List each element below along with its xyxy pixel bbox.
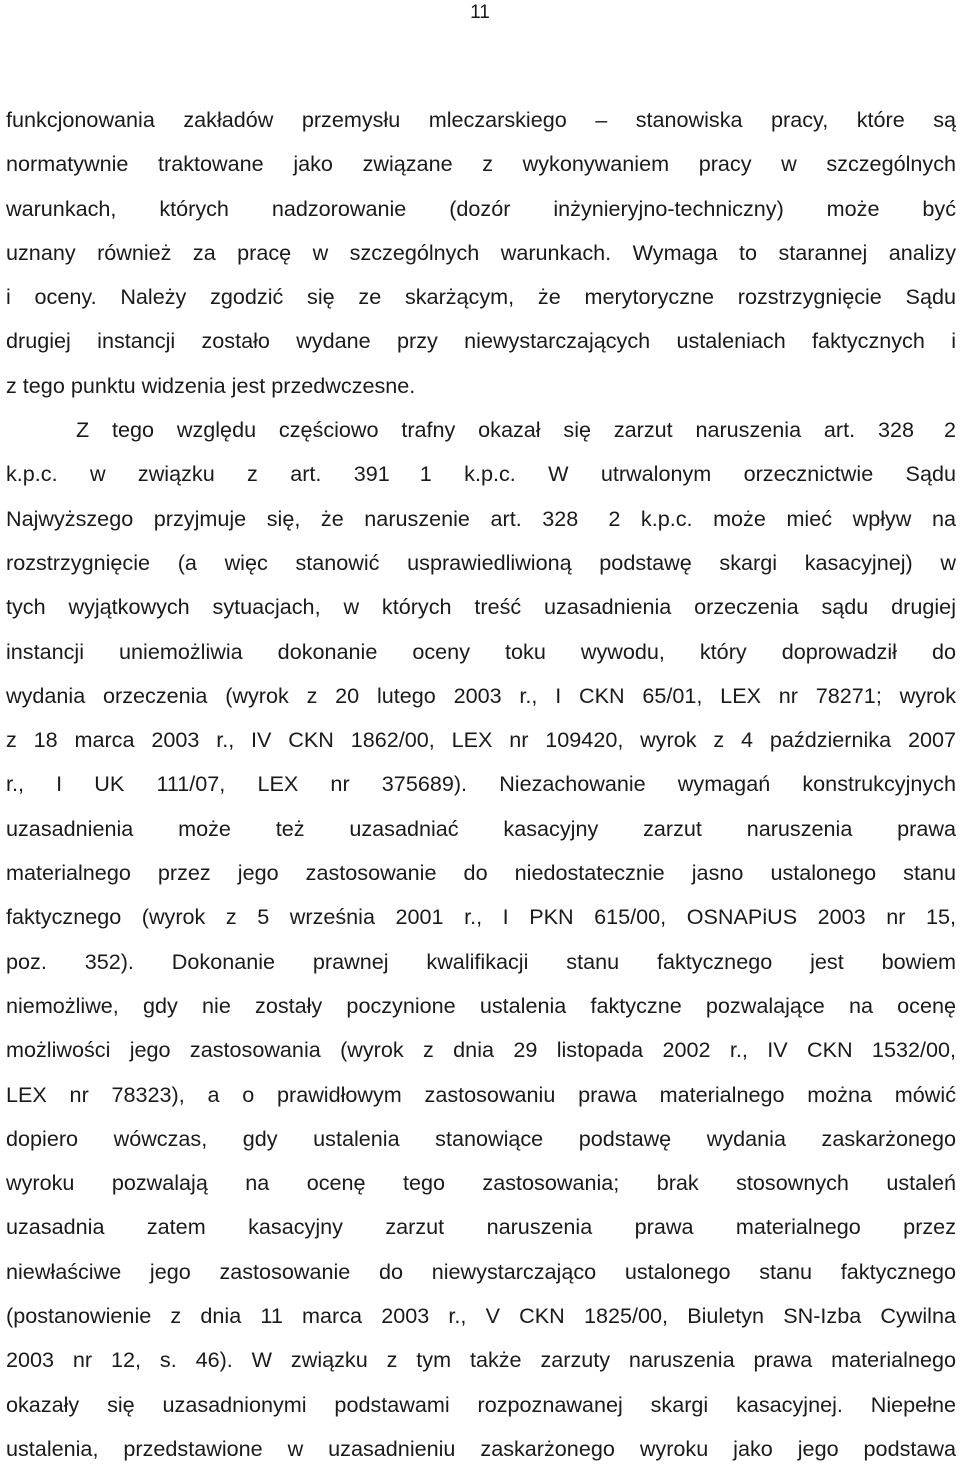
text-line: z 18 marca 2003 r., IV CKN 1862/00, LEX nr 109420, wyrok z 4 października 2007 [6, 727, 956, 753]
text-line: dopiero wówczas, gdy ustalenia stanowiące podstawę wydania zaskarżonego [6, 1125, 956, 1151]
text-line: niemożliwe, gdy nie zostały poczynione ustalenia faktyczne pozwalające na ocenę [6, 992, 956, 1018]
text-line: (postanowienie z dnia 11 marca 2003 r., V CKN 1825/00, Biuletyn SN-Izba Cywilna [6, 1303, 956, 1329]
text-line: uznany również za pracę w szczególnych warunkach. Wymaga to starannej analizy [6, 239, 956, 265]
text-line [6, 408, 956, 452]
text-line: faktycznego (wyrok z 5 września 2001 r., I PKN 615/00, OSNAPiUS 2003 nr 15, [6, 904, 956, 930]
text-line: uzasadnienia może też uzasadniać kasacyjny zarzut naruszenia prawa [6, 815, 956, 841]
text-line: wyroku pozwalają na ocenę tego zastosowania; brak stosownych ustaleń [6, 1170, 956, 1196]
text-line: okazały się uzasadnionymi podstawami rozpoznawanej skargi kasacyjnej. Niepełne [6, 1391, 956, 1417]
text-line: uzasadnia zatem kasacyjny zarzut naruszenia prawa materialnego przez [6, 1214, 956, 1240]
text-line: funkcjonowania zakładów przemysłu mleczarskiego – stanowiska pracy, które są [6, 107, 956, 132]
text-line [6, 497, 956, 541]
text-line: niewłaściwe jego zastosowanie do niewystarczająco ustalonego stanu faktycznego [6, 1258, 956, 1284]
text-line: tych wyjątkowych sytuacjach, w których treść uzasadnienia orzeczenia sądu drugiej [6, 594, 956, 620]
text-line: materialnego przez jego zastosowanie do niedostatecznie jasno ustalonego stanu [6, 860, 956, 886]
text-line: instancji uniemożliwia dokonanie oceny toku wywodu, który doprowadził do [6, 638, 956, 664]
text-fragment: Z tego względu częściowo trafny okazał się zarzut naruszenia art. 328 [76, 417, 914, 443]
text-line: poz. 352). Dokonanie prawnej kwalifikacji stanu faktycznego jest bowiem [6, 948, 956, 974]
text-fragment: 1 k.p.c. W utrwalonym orzecznictwie Sądu [419, 461, 956, 487]
text-line: ustalenia, przedstawione w uzasadnieniu zaskarżonego wyroku jako jego podstawa [6, 1435, 956, 1461]
text-line: możliwości jego zastosowania (wyrok z dnia 29 listopada 2002 r., IV CKN 1532/00, [6, 1037, 956, 1063]
text-line: drugiej instancji zostało wydane przy niewystarczających ustaleniach faktycznych i [6, 328, 956, 354]
text-line: 2003 nr 12, s. 46). W związku z tym także zarzuty naruszenia prawa materialnego [6, 1347, 956, 1373]
text-line: warunkach, których nadzorowanie (dozór inżynieryjno-techniczny) może być [6, 195, 956, 221]
text-fragment: 2 k.p.c. może mieć wpływ na [608, 505, 956, 531]
text-line: LEX nr 78323), a o prawidłowym zastosowaniu prawa materialnego można mówić [6, 1081, 956, 1107]
text-line [6, 452, 956, 496]
text-fragment: k.p.c. w związku z art. 391 [6, 461, 390, 487]
text-line: i oceny. Należy zgodzić się ze skarżącym, że merytoryczne rozstrzygnięcie Sądu [6, 284, 956, 310]
body-text [6, 98, 956, 1471]
text-line: z tego punktu widzenia jest przedwczesne. [6, 372, 416, 398]
text-fragment: 2 [943, 417, 956, 443]
text-fragment: Najwyższego przyjmuje się, że naruszenie art. 328 [6, 505, 579, 531]
text-line: rozstrzygnięcie (a więc stanowić usprawiedliwioną podstawę skargi kasacyjnej) w [6, 549, 956, 575]
text-line: wydania orzeczenia (wyrok z 20 lutego 2003 r., I CKN 65/01, LEX nr 78271; wyrok [6, 682, 956, 708]
text-line: r., I UK 111/07, LEX nr 375689). Niezachowanie wymagań konstrukcyjnych [6, 771, 956, 797]
text-line: normatywnie traktowane jako związane z wykonywaniem pracy w szczególnych [6, 151, 956, 177]
page-number: 11 [470, 2, 490, 23]
